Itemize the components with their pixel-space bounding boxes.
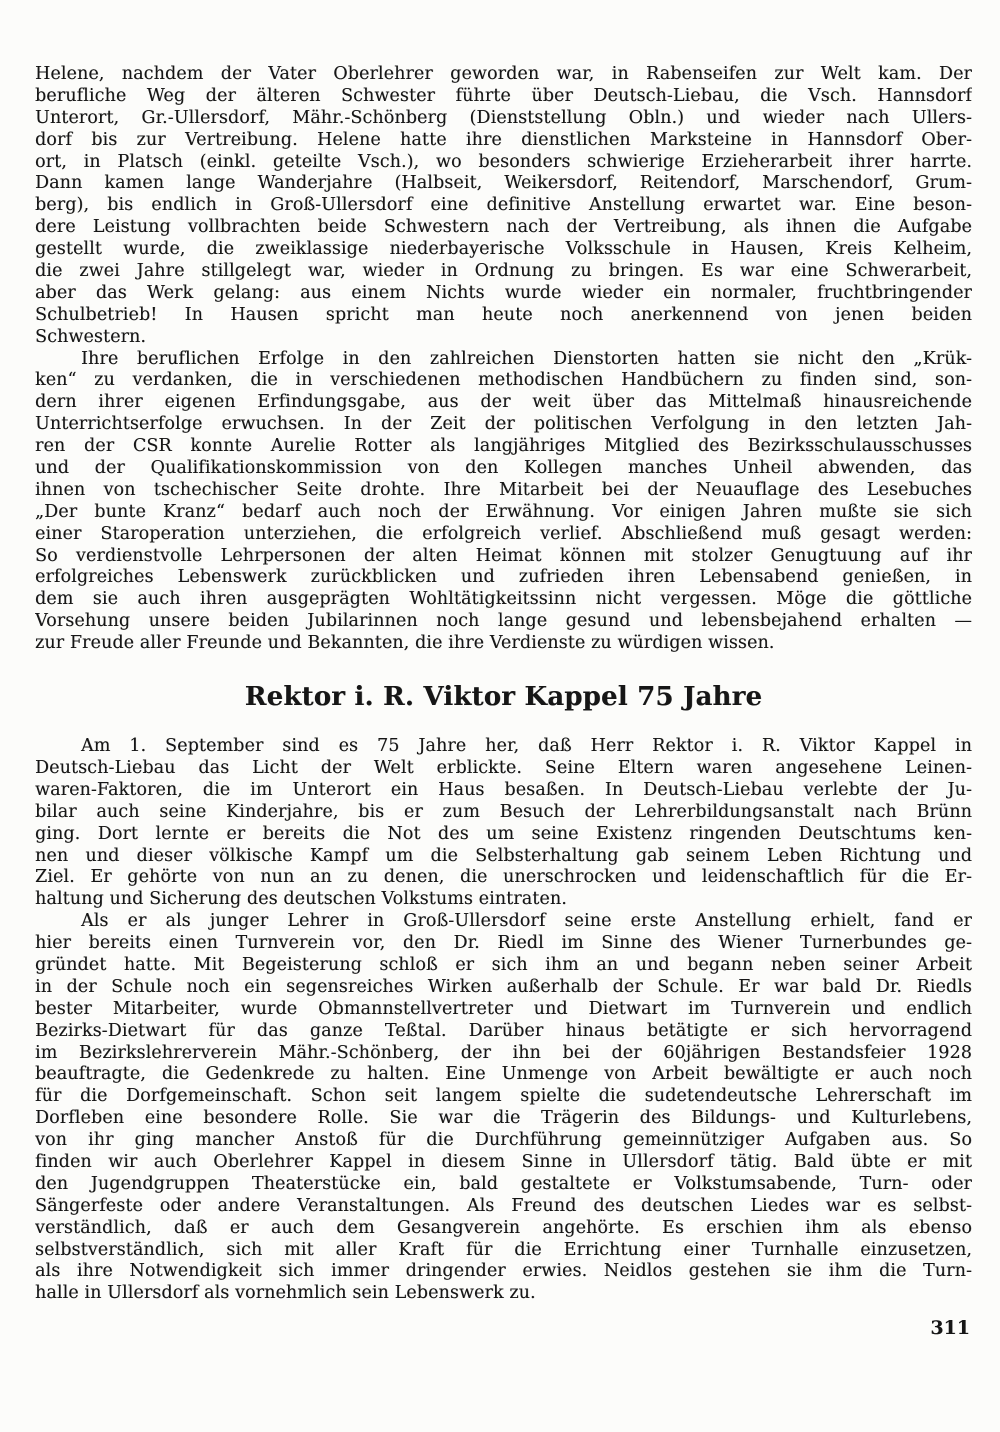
- paragraph: [35, 911, 972, 1305]
- text-line: Schwestern.: [35, 326, 147, 347]
- text-line: zur Freude aller Freunde und Bekannten, die ihre Verdienste zu würdigen wissen.: [35, 633, 775, 654]
- text-line: den Jugendgruppen Theaterstücke ein, bald gestaltete er Volkstumsabende, Turn- oder: [35, 1173, 972, 1194]
- text-line: ihnen von tschechischer Seite drohte. Ihre Mitarbeit bei der Neuauflage des Lesebuches: [35, 479, 972, 500]
- text-line: berg), bis endlich in Groß-Ullersdorf eine definitive Anstellung erwartet war. Eine beson-: [35, 195, 972, 216]
- text-line: als ihre Notwendigkeit sich immer dringender erwies. Neidlos gestehen sie ihm die Turn-: [35, 1261, 972, 1282]
- text-line: hier bereits einen Turnverein vor, den Dr. Riedl im Sinne des Wiener Turnerbundes ge-: [35, 933, 972, 954]
- text-line: im Bezirkslehrerverein Mähr.-Schönberg, der ihn bei der 60jährigen Bestandsfeier 1928: [35, 1042, 972, 1063]
- text-line: waren-Faktoren, die im Unterort ein Haus besaßen. In Deutsch-Liebau verlebte der Ju-: [35, 779, 972, 800]
- text-line: Bezirks-Dietwart für das ganze Teßtal. Darüber hinaus betätigte er sich hervorragend: [35, 1020, 972, 1041]
- text-line: erfolgreiches Lebenswerk zurückblicken und zufrieden ihren Lebensabend genießen, in: [35, 567, 972, 588]
- text-line: finden wir auch Oberlehrer Kappel in diesem Sinne in Ullersdorf tätig. Bald übte er mit: [35, 1151, 972, 1172]
- text-line: halle in Ullersdorf als vornehmlich sein Lebenswerk zu.: [35, 1283, 536, 1304]
- text-line: ken“ zu verdanken, die in verschiedenen methodischen Handbüchern zu finden sind, son-: [35, 370, 972, 391]
- text-line: nen und dieser völkische Kampf um die Selbsterhaltung gab seinem Leben Richtung und: [35, 845, 972, 866]
- text-line: selbstverständlich, sich mit aller Kraft für die Errichtung einer Turnhalle einzusetzen,: [35, 1239, 972, 1260]
- text-line: Unterrichtserfolge erwuchsen. In der Zeit der politischen Verfolgung in den letzten Jah-: [35, 414, 972, 435]
- text-line: beauftragte, die Gedenkrede zu halten. Eine Unmenge von Arbeit bewältigte er auch noch: [35, 1064, 972, 1085]
- text-line: „Der bunte Kranz“ bedarf auch noch der Erwähnung. Vor einigen Jahren mußte sie sich: [35, 501, 972, 522]
- text-line: Deutsch-Liebau das Licht der Welt erblickte. Seine Eltern waren angesehene Leinen-: [35, 757, 972, 778]
- paragraph: [35, 349, 972, 655]
- paragraph: [35, 64, 972, 349]
- text-line: Schulbetrieb! In Hausen spricht man heute noch anerkennend von jenen beiden: [35, 304, 972, 325]
- text-column: [35, 64, 972, 1305]
- text-line: einer Staroperation unterziehen, die erfolgreich verlief. Abschließend muß gesagt werden:: [35, 523, 972, 544]
- text-line: Am 1. September sind es 75 Jahre her, daß Herr Rektor i. R. Viktor Kappel in: [81, 736, 972, 757]
- text-line: gestellt wurde, die zweiklassige niederbayerische Volksschule in Hausen, Kreis Kelheim,: [35, 239, 972, 260]
- text-line: So verdienstvolle Lehrpersonen der alten Heimat können mit stolzer Genugtuung auf ihr: [35, 545, 972, 566]
- text-line: dem sie auch ihren ausgeprägten Wohltätigkeitssinn nicht vergessen. Möge die göttliche: [35, 589, 972, 610]
- text-line: und der Qualifikationskommission von den Kollegen manches Unheil abwenden, das: [35, 458, 972, 479]
- text-line: dern ihrer eigenen Erfindungsgabe, aus der weit über das Mittelmaß hinausreichende: [35, 392, 972, 413]
- text-line: bilar auch seine Kinderjahre, bis er zum Besuch der Lehrerbildungsanstalt nach Brünn: [35, 801, 972, 822]
- text-line: Vorsehung unsere beiden Jubilarinnen noch lange gesund und lebensbejahend erhalten —: [35, 611, 972, 632]
- text-line: Als er als junger Lehrer in Groß-Ullersdorf seine erste Anstellung erhielt, fand er: [81, 911, 972, 932]
- text-line: ren der CSR konnte Aurelie Rotter als langjähriges Mitglied des Bezirksschulausschusses: [35, 436, 972, 457]
- section-heading: Rektor i. R. Viktor Kappel 75 Jahre: [244, 682, 763, 713]
- text-line: ging. Dort lernte er bereits die Not des um seine Existenz ringenden Deutschtums ken-: [35, 823, 972, 844]
- text-line: Ziel. Er gehörte von nun an zu denen, die unerschrocken und leidenschaftlich für die Er-: [35, 867, 972, 888]
- text-line: verständlich, daß er auch dem Gesangverein angehörte. Es erschien ihm als ebenso: [35, 1217, 972, 1238]
- text-line: Sängerfeste oder andere Veranstaltungen. Als Freund des deutschen Liedes war es selbst-: [35, 1195, 972, 1216]
- text-line: gründet hatte. Mit Begeisterung schloß er sich ihm an und begann neben seiner Arbeit: [35, 954, 972, 975]
- text-line: aber das Werk gelang: aus einem Nichts wurde wieder ein normaler, fruchtbringender: [35, 282, 972, 303]
- text-line: Ihre beruflichen Erfolge in den zahlreichen Dienstorten hatten sie nicht den „Krük-: [81, 348, 972, 369]
- text-line: Dorfleben eine besondere Rolle. Sie war die Trägerin des Bildungs- und Kulturlebens,: [35, 1108, 972, 1129]
- text-line: von ihr ging mancher Anstoß für die Durchführung gemeinnütziger Aufgaben aus. So: [35, 1130, 972, 1151]
- text-line: Unterort, Gr.-Ullersdorf, Mähr.-Schönberg (Dienststellung Obln.) und wieder nach Ullers-: [35, 107, 972, 128]
- text-line: haltung und Sicherung des deutschen Volkstums eintraten.: [35, 889, 567, 910]
- page-number: 311: [930, 1317, 970, 1339]
- text-line: Helene, nachdem der Vater Oberlehrer geworden war, in Rabenseifen zur Welt kam. Der: [35, 64, 972, 84]
- text-line: dorf bis zur Vertreibung. Helene hatte ihre dienstlichen Marksteine in Hannsdorf Ober-: [35, 129, 972, 150]
- text-line: die zwei Jahre stillgelegt war, wieder in Ordnung zu bringen. Es war eine Schwerarbeit,: [35, 261, 972, 282]
- text-line: dere Leistung vollbrachten beide Schwestern nach der Vertreibung, als ihnen die Aufgabe: [35, 217, 972, 238]
- text-line: bester Mitarbeiter, wurde Obmannstellvertreter und Dietwart im Turnverein und endlich: [35, 998, 972, 1019]
- text-line: ort, in Platsch (einkl. geteilte Vsch.), wo besonders schwierige Erzieherarbeit ihrer harrte.: [35, 151, 972, 172]
- paragraph: [35, 736, 972, 911]
- text-line: berufliche Weg der älteren Schwester führte über Deutsch-Liebau, die Vsch. Hannsdorf: [35, 85, 972, 106]
- text-line: in der Schule noch ein segensreiches Wirken außerhalb der Schule. Er war bald Dr. Riedls: [35, 976, 972, 997]
- text-line: Dann kamen lange Wanderjahre (Halbseit, Weikersdorf, Reitendorf, Marschendorf, Grum-: [35, 173, 972, 194]
- text-line: für die Dorfgemeinschaft. Schon seit langem spielte die sudetendeutsche Lehrerschaft im: [35, 1086, 972, 1107]
